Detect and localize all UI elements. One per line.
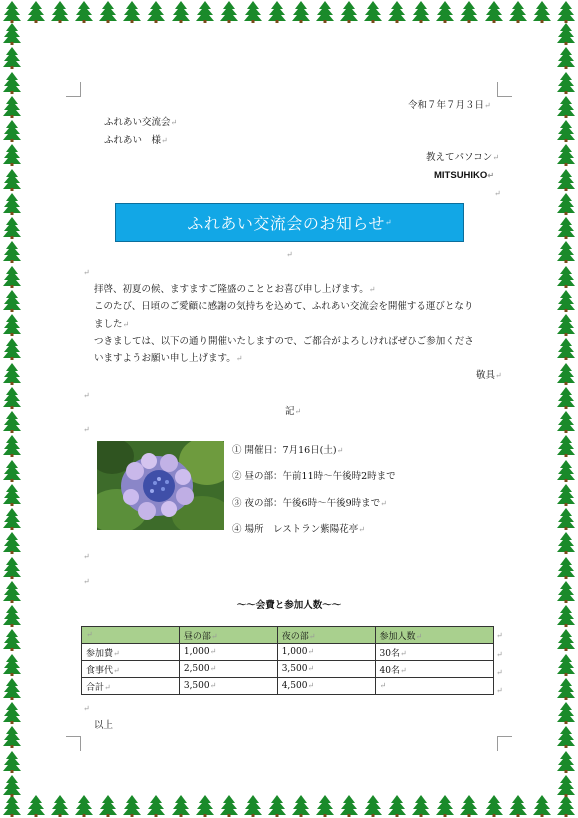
- tree-icon: [0, 628, 24, 652]
- tree-icon: [120, 0, 144, 24]
- tree-icon: [24, 0, 48, 24]
- tree-icon: [0, 750, 24, 774]
- paragraph-mark: [496, 629, 503, 642]
- tree-icon: [0, 46, 24, 70]
- tree-icon: [0, 119, 24, 143]
- tree-icon: [48, 794, 72, 818]
- detail-date: ① 開催日：7月16日(土) ↵: [232, 444, 343, 457]
- tree-icon: [506, 794, 530, 818]
- tree-icon: [169, 794, 193, 818]
- tree-icon: [0, 677, 24, 701]
- tree-icon: [482, 0, 506, 24]
- table-cell: 3,500 ↵: [179, 678, 277, 695]
- tree-icon: [433, 0, 457, 24]
- tree-icon: [24, 794, 48, 818]
- table-header-cell: 昼の部 ↵: [179, 627, 277, 644]
- tree-icon: [409, 0, 433, 24]
- tree-icon: [554, 192, 578, 216]
- recipient-org: ふれあい交流会 ↵: [104, 116, 177, 129]
- document-title: ふれあい交流会のお知らせ: [187, 214, 385, 233]
- tree-icon: [0, 701, 24, 725]
- tree-icon: [241, 794, 265, 818]
- tree-icon: [0, 71, 24, 95]
- margin-corner-bottom-right: [497, 736, 512, 751]
- tree-icon: [72, 794, 96, 818]
- tree-icon: [0, 362, 24, 386]
- fees-title: ～～会費と参加人数～～: [236, 600, 342, 611]
- table-header-cell: 夜の部 ↵: [277, 627, 375, 644]
- body-line: つきましては、以下の通り開催いたしますので、ご都合がよろしければぜひご参加くださ: [94, 336, 474, 347]
- tree-icon: [313, 794, 337, 818]
- tree-icon: [554, 362, 578, 386]
- tree-icon: [96, 0, 120, 24]
- tree-icon: [144, 0, 168, 24]
- tree-icon: [554, 677, 578, 701]
- tree-icon: [554, 289, 578, 313]
- tree-icon: [554, 725, 578, 749]
- tree-icon: [554, 483, 578, 507]
- tree-icon: [169, 0, 193, 24]
- tree-icon: [0, 725, 24, 749]
- tree-icon: [0, 265, 24, 289]
- tree-icon: [554, 386, 578, 410]
- tree-icon: [72, 0, 96, 24]
- tree-icon: [193, 794, 217, 818]
- table-cell: 40名 ↵: [375, 661, 493, 678]
- tree-icon: [554, 337, 578, 361]
- tree-icon: [554, 168, 578, 192]
- table-row: [82, 661, 494, 678]
- body-line: 拝啓、初夏の候、ますますご隆盛のこととお喜び申し上げます。 ↵: [94, 283, 375, 296]
- paragraph-mark: [496, 684, 503, 697]
- tree-icon: [0, 483, 24, 507]
- closing-keigu: 敬具 ↵: [476, 369, 502, 382]
- tree-icon: [385, 794, 409, 818]
- tree-icon: [530, 794, 554, 818]
- table-cell: 3,500 ↵: [277, 661, 375, 678]
- tree-icon: [265, 0, 289, 24]
- table-cell: 参加費 ↵: [82, 644, 180, 661]
- tree-border-top: [0, 0, 578, 24]
- tree-icon: [0, 289, 24, 313]
- tree-icon: [554, 434, 578, 458]
- tree-icon: [361, 794, 385, 818]
- tree-icon: [337, 0, 361, 24]
- tree-icon: [0, 168, 24, 192]
- paragraph-mark: [286, 248, 293, 261]
- sender-name: MITSUHIKO ↵: [434, 169, 494, 182]
- tree-icon: [0, 531, 24, 555]
- tree-border-right: [554, 22, 578, 798]
- paragraph-mark: [496, 648, 503, 661]
- sender-org: 教えてパソコン ↵: [426, 151, 499, 164]
- tree-icon: [0, 337, 24, 361]
- tree-icon: [144, 794, 168, 818]
- tree-icon: [361, 0, 385, 24]
- tree-icon: [385, 0, 409, 24]
- paragraph-mark: [83, 575, 90, 588]
- detail-lunch: ② 昼の部：午前11時～午後時2時まで: [232, 471, 396, 482]
- table-row: [82, 678, 494, 695]
- table-cell: 1,000 ↵: [179, 644, 277, 661]
- tree-icon: [554, 143, 578, 167]
- body-line: ました ↵: [94, 318, 129, 331]
- tree-icon: [554, 216, 578, 240]
- letter-date: 令和７年７月３日 ↵: [408, 99, 491, 112]
- tree-icon: [241, 0, 265, 24]
- table-cell: 4,500 ↵: [277, 678, 375, 695]
- table-cell: 1,000 ↵: [277, 644, 375, 661]
- tree-icon: [554, 410, 578, 434]
- paragraph-mark: [83, 266, 90, 279]
- margin-corner-top-left: [66, 82, 81, 97]
- tree-icon: [554, 556, 578, 580]
- detail-location: ④ 場所 レストラン紫陽花亭 ↵: [232, 523, 365, 536]
- tree-icon: [0, 0, 24, 24]
- tree-icon: [0, 313, 24, 337]
- tree-icon: [554, 46, 578, 70]
- tree-icon: [554, 774, 578, 798]
- fees-table: [81, 626, 494, 695]
- tree-icon: [554, 22, 578, 46]
- tree-icon: [554, 71, 578, 95]
- tree-border-left: [0, 22, 24, 798]
- table-cell: 合計 ↵: [82, 678, 180, 695]
- paragraph-mark: [494, 187, 501, 200]
- tree-icon: [457, 0, 481, 24]
- table-cell: 2,500 ↵: [179, 661, 277, 678]
- tree-icon: [554, 119, 578, 143]
- tree-icon: [530, 0, 554, 24]
- tree-icon: [0, 386, 24, 410]
- tree-icon: [433, 794, 457, 818]
- tree-icon: [554, 459, 578, 483]
- tree-icon: [554, 95, 578, 119]
- tree-icon: [457, 794, 481, 818]
- body-line: いますようお願い申し上げます。 ↵: [94, 352, 242, 365]
- tree-icon: [554, 265, 578, 289]
- tree-icon: [482, 794, 506, 818]
- margin-corner-bottom-left: [66, 736, 81, 751]
- tree-icon: [0, 22, 24, 46]
- tree-icon: [554, 531, 578, 555]
- tree-icon: [313, 0, 337, 24]
- table-header-row: [82, 627, 494, 644]
- title-banner: [115, 203, 464, 242]
- tree-icon: [409, 794, 433, 818]
- tree-icon: [48, 0, 72, 24]
- tree-border-bottom: [0, 794, 578, 818]
- tree-icon: [554, 701, 578, 725]
- recipient-name: ふれあい 様 ↵: [104, 134, 168, 147]
- tree-icon: [337, 794, 361, 818]
- tree-icon: [289, 794, 313, 818]
- tree-icon: [0, 434, 24, 458]
- paragraph-mark: [496, 666, 503, 679]
- tree-icon: [554, 240, 578, 264]
- tree-icon: [265, 794, 289, 818]
- tree-icon: [217, 794, 241, 818]
- tree-icon: [554, 507, 578, 531]
- body-line: このたび、日頃のご愛顧に感謝の気持ちを込めて、ふれあい交流会を開催する運びとなり: [94, 301, 474, 312]
- tree-icon: [554, 0, 578, 24]
- tree-icon: [0, 192, 24, 216]
- ki-heading: 記 ↵: [285, 405, 301, 418]
- table-row: [82, 644, 494, 661]
- table-cell: [375, 678, 493, 695]
- paragraph-mark: [83, 423, 90, 436]
- hydrangea-photo: [97, 441, 224, 530]
- tree-icon: [0, 507, 24, 531]
- tree-icon: [554, 750, 578, 774]
- table-cell: 食事代 ↵: [82, 661, 180, 678]
- paragraph-mark: [83, 550, 90, 563]
- tree-icon: [0, 459, 24, 483]
- tree-icon: [289, 0, 313, 24]
- margin-corner-top-right: [497, 82, 512, 97]
- tree-icon: [554, 313, 578, 337]
- closing-ijou: 以上: [94, 720, 114, 731]
- detail-dinner: ③ 夜の部：午後6時～午後9時まで ↵: [232, 497, 387, 510]
- table-cell: 30名 ↵: [375, 644, 493, 661]
- tree-icon: [120, 794, 144, 818]
- tree-icon: [0, 410, 24, 434]
- tree-icon: [0, 143, 24, 167]
- tree-icon: [0, 95, 24, 119]
- tree-icon: [554, 628, 578, 652]
- paragraph-mark: [83, 702, 90, 715]
- tree-icon: [0, 240, 24, 264]
- paragraph-mark: [83, 389, 90, 402]
- tree-icon: [506, 0, 530, 24]
- tree-icon: [0, 216, 24, 240]
- tree-icon: [0, 556, 24, 580]
- tree-icon: [96, 794, 120, 818]
- tree-icon: [217, 0, 241, 24]
- tree-icon: [554, 653, 578, 677]
- tree-icon: [193, 0, 217, 24]
- table-header-cell: 参加人数 ↵: [375, 627, 493, 644]
- tree-icon: [0, 774, 24, 798]
- table-header-cell: [82, 627, 180, 644]
- tree-icon: [0, 653, 24, 677]
